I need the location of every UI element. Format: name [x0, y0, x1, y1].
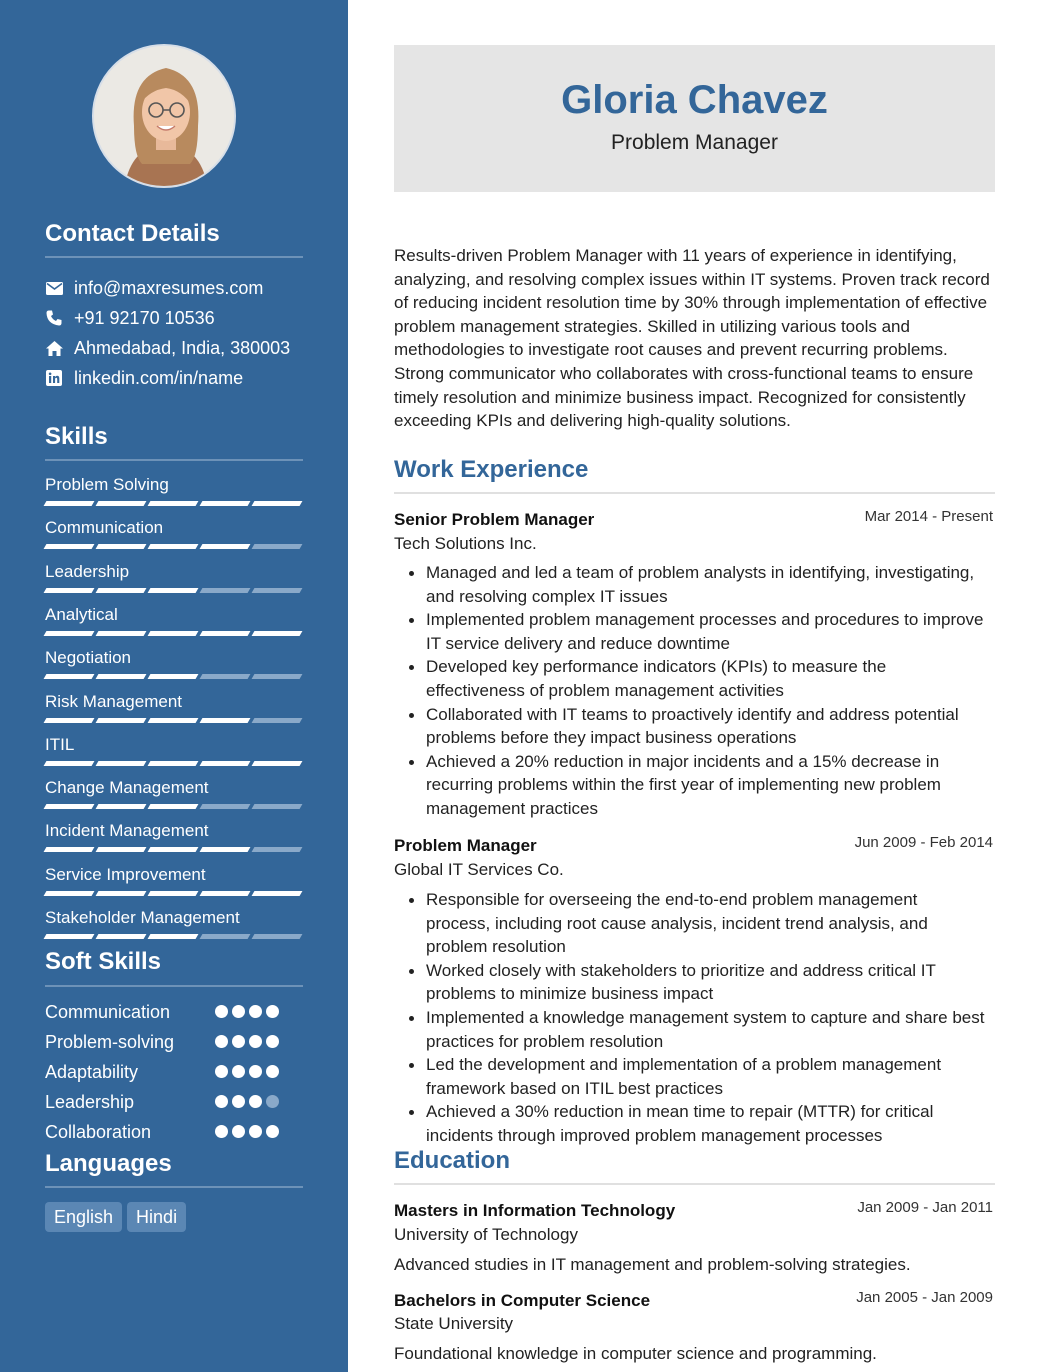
- skill-level-segment: [44, 934, 95, 939]
- contact-email-text: info@maxresumes.com: [74, 277, 264, 298]
- soft-skill-rating: [215, 1125, 279, 1138]
- degree-date: Jan 2005 - Jan 2009: [856, 1289, 993, 1306]
- rating-dot: [232, 1125, 245, 1138]
- skill-level-segment: [44, 631, 95, 636]
- job-date: Jun 2009 - Feb 2014: [854, 834, 993, 851]
- skill-level-segment: [200, 934, 251, 939]
- skill-item: [45, 561, 303, 583]
- skill-level-segment: [44, 761, 95, 766]
- skill-level-bar: [45, 588, 301, 593]
- skill-level-segment: [148, 891, 199, 896]
- skill-level-bar: [45, 847, 301, 852]
- language-tag: Hindi: [127, 1202, 186, 1232]
- soft-skill-rating: [215, 1065, 279, 1078]
- skill-level-bar: [45, 934, 301, 939]
- job-title: Senior Problem Manager: [394, 510, 595, 529]
- skill-item: [45, 517, 303, 539]
- job-bullet: Collaborated with IT teams to proactively identify and address potential problems before they impact business operations: [426, 703, 986, 750]
- skill-level-segment: [96, 674, 147, 679]
- job-company: Global IT Services Co.: [394, 860, 564, 879]
- soft-skill-name: Leadership: [45, 1092, 135, 1112]
- soft-skills-divider: [45, 985, 303, 987]
- skill-name: Leadership: [45, 561, 130, 581]
- job-bullet: Implemented a knowledge management system to capture and share best practices for problem resolution: [426, 1006, 986, 1053]
- soft-skill-name: Collaboration: [45, 1122, 152, 1142]
- rating-dot: [232, 1065, 245, 1078]
- skill-level-segment: [200, 761, 251, 766]
- skill-level-segment: [96, 847, 147, 852]
- rating-dot: [249, 1065, 262, 1078]
- contact-heading: Contact Details: [45, 220, 220, 247]
- skill-name: Communication: [45, 518, 164, 538]
- skill-level-segment: [200, 674, 251, 679]
- rating-dot: [215, 1035, 228, 1048]
- skill-level-bar: [45, 804, 301, 809]
- skill-level-segment: [148, 847, 199, 852]
- skill-level-segment: [96, 761, 147, 766]
- rating-dot: [266, 1005, 279, 1018]
- degree-description: Advanced studies in IT management and problem-solving strategies.: [394, 1255, 911, 1274]
- skill-level-segment: [200, 804, 251, 809]
- skill-level-segment: [44, 501, 95, 506]
- work-divider: [394, 492, 995, 494]
- soft-skill-name: Adaptability: [45, 1062, 139, 1082]
- skill-level-bar: [45, 674, 301, 679]
- job-bullet: Achieved a 20% reduction in major incidents and a 15% decrease in recurring problems within the first year of implementing new problem management practices: [426, 750, 986, 821]
- skill-level-bar: [45, 501, 301, 506]
- job-bullet: Worked closely with stakeholders to prioritize and address critical IT problems to minimize business impact: [426, 959, 986, 1006]
- skill-level-bar: [45, 718, 301, 723]
- soft-skill-item: [45, 1091, 295, 1113]
- skill-level-segment: [200, 631, 251, 636]
- skill-level-segment: [148, 674, 199, 679]
- degree-title: Bachelors in Computer Science: [394, 1291, 651, 1310]
- contact-email[interactable]: [45, 276, 263, 300]
- header: [394, 45, 995, 192]
- school-name: State University: [394, 1314, 514, 1333]
- contact-linkedin[interactable]: [45, 366, 243, 390]
- skill-level-segment: [252, 674, 303, 679]
- rating-dot: [215, 1095, 228, 1108]
- education-divider: [394, 1183, 995, 1185]
- skill-level-segment: [96, 891, 147, 896]
- skill-item: [45, 691, 303, 713]
- skill-level-segment: [252, 847, 303, 852]
- skill-level-segment: [96, 501, 147, 506]
- soft-skill-name: Communication: [45, 1002, 171, 1022]
- skill-level-segment: [252, 761, 303, 766]
- skill-level-segment: [44, 847, 95, 852]
- skill-level-segment: [148, 501, 199, 506]
- skill-level-segment: [96, 934, 147, 939]
- soft-skill-rating: [215, 1005, 279, 1018]
- skill-level-segment: [96, 588, 147, 593]
- skill-level-segment: [96, 804, 147, 809]
- rating-dot: [266, 1065, 279, 1078]
- skill-level-segment: [44, 544, 95, 549]
- skill-level-segment: [252, 718, 303, 723]
- skill-level-segment: [252, 588, 303, 593]
- job-company: Tech Solutions Inc.: [394, 534, 537, 553]
- avatar: [92, 44, 236, 188]
- skill-level-segment: [96, 631, 147, 636]
- contact-divider: [45, 256, 303, 258]
- rating-dot: [249, 1095, 262, 1108]
- skill-item: [45, 864, 303, 886]
- rating-dot: [249, 1035, 262, 1048]
- skill-level-bar: [45, 544, 301, 549]
- skill-level-segment: [148, 804, 199, 809]
- skill-item: [45, 604, 303, 626]
- rating-dot: [266, 1035, 279, 1048]
- skill-level-segment: [44, 804, 95, 809]
- degree-description: Foundational knowledge in computer science and programming.: [394, 1344, 877, 1363]
- skill-item: [45, 820, 303, 842]
- rating-dot: [215, 1005, 228, 1018]
- degree-date: Jan 2009 - Jan 2011: [857, 1199, 993, 1216]
- skill-item: [45, 647, 303, 669]
- skill-item: [45, 777, 303, 799]
- soft-skill-rating: [215, 1035, 279, 1048]
- language-tag: English: [45, 1202, 122, 1232]
- work-heading: Work Experience: [394, 456, 589, 483]
- job-bullet: Implemented problem management processes and procedures to improve IT service delivery and reduce downtime: [426, 608, 986, 655]
- skill-level-segment: [200, 891, 251, 896]
- job-bullets: [426, 888, 986, 1148]
- skill-name: ITIL: [45, 734, 75, 754]
- contact-linkedin-text: linkedin.com/in/name: [74, 367, 244, 388]
- skill-level-segment: [200, 588, 251, 593]
- skill-name: Analytical: [45, 604, 118, 624]
- skill-level-segment: [96, 544, 147, 549]
- phone-icon: [45, 309, 63, 327]
- skill-level-segment: [96, 718, 147, 723]
- rating-dot: [215, 1125, 228, 1138]
- soft-skill-item: [45, 1061, 295, 1083]
- contact-location: [45, 336, 290, 360]
- job-date: Mar 2014 - Present: [864, 508, 993, 525]
- contact-location-text: Ahmedabad, India, 380003: [74, 337, 291, 358]
- skill-name: Change Management: [45, 778, 209, 798]
- skill-name: Risk Management: [45, 691, 183, 711]
- skill-item: [45, 734, 303, 756]
- skill-level-segment: [148, 718, 199, 723]
- rating-dot: [266, 1125, 279, 1138]
- degree-title: Masters in Information Technology: [394, 1201, 676, 1220]
- skill-level-segment: [148, 544, 199, 549]
- soft-skill-item: [45, 1001, 295, 1023]
- job-bullets: [426, 561, 986, 821]
- skill-level-segment: [44, 674, 95, 679]
- skill-level-segment: [252, 934, 303, 939]
- skill-level-bar: [45, 631, 301, 636]
- skill-level-segment: [252, 631, 303, 636]
- skill-level-segment: [200, 501, 251, 506]
- skill-level-segment: [200, 544, 251, 549]
- job-bullet: Developed key performance indicators (KPIs) to measure the effectiveness of problem management activities: [426, 655, 986, 702]
- languages-heading: Languages: [45, 1150, 172, 1177]
- skill-level-segment: [148, 588, 199, 593]
- sidebar: [0, 0, 348, 1372]
- summary: Results-driven Problem Manager with 11 years of experience in identifying, analyzing, and resolving complex issues within IT systems. Proven track record of reducing incident resolution time by 30% through implementation of effective problem management strategies. Skilled in utilizing various tools and methodologies to investigate root causes and prevent recurring problems. Strong communicator who collaborates with cross-functional teams to ensure timely resolution and minimize business impact. Recognized for consistently exceeding KPIs and delivering high-quality solutions.: [394, 246, 990, 431]
- rating-dot: [232, 1005, 245, 1018]
- rating-dot: [249, 1005, 262, 1018]
- skills-divider: [45, 459, 303, 461]
- rating-dot: [266, 1095, 279, 1108]
- languages-list: [45, 1202, 186, 1232]
- skill-item: [45, 474, 303, 496]
- skills-heading: Skills: [45, 423, 108, 450]
- rating-dot: [249, 1125, 262, 1138]
- skill-level-segment: [44, 718, 95, 723]
- skill-level-segment: [44, 588, 95, 593]
- job-title: Problem Manager: [394, 836, 537, 855]
- skill-level-segment: [148, 934, 199, 939]
- skill-level-segment: [148, 761, 199, 766]
- contact-phone[interactable]: [45, 306, 215, 330]
- languages-divider: [45, 1186, 303, 1188]
- skill-level-segment: [252, 891, 303, 896]
- skill-name: Stakeholder Management: [45, 908, 240, 927]
- soft-skills-heading: Soft Skills: [45, 948, 162, 975]
- skill-level-segment: [200, 847, 251, 852]
- skill-level-segment: [148, 631, 199, 636]
- email-icon: [45, 279, 63, 297]
- soft-skill-item: [45, 1031, 295, 1053]
- linkedin-icon: [45, 369, 63, 387]
- soft-skill-name: Problem-solving: [45, 1032, 175, 1052]
- skill-level-segment: [44, 891, 95, 896]
- school-name: University of Technology: [394, 1225, 578, 1244]
- rating-dot: [215, 1065, 228, 1078]
- person-name: Gloria Chavez: [561, 78, 828, 122]
- person-role: Problem Manager: [611, 131, 778, 154]
- avatar-portrait: [94, 46, 236, 188]
- soft-skill-item: [45, 1121, 295, 1143]
- skill-level-bar: [45, 891, 301, 896]
- skill-level-segment: [252, 544, 303, 549]
- job-bullet: Led the development and implementation of a problem management framework based on ITIL best practices: [426, 1053, 986, 1100]
- education-heading: Education: [394, 1147, 511, 1174]
- skill-name: Negotiation: [45, 648, 132, 668]
- contact-phone-text: +91 92170 10536: [74, 307, 215, 328]
- job-bullet: Achieved a 30% reduction in mean time to repair (MTTR) for critical incidents through improved problem management processes: [426, 1100, 986, 1147]
- home-icon: [45, 339, 63, 357]
- skill-item: [45, 907, 303, 929]
- rating-dot: [232, 1035, 245, 1048]
- job-bullet: Responsible for overseeing the end-to-end problem management process, including root cause analysis, incident trend analysis, and problem resolution: [426, 888, 986, 959]
- skill-level-segment: [252, 501, 303, 506]
- job-bullet: Managed and led a team of problem analysts in identifying, investigating, and resolving complex IT issues: [426, 561, 986, 608]
- skill-name: Service Improvement: [45, 864, 206, 884]
- soft-skill-rating: [215, 1095, 279, 1108]
- skill-level-segment: [252, 804, 303, 809]
- rating-dot: [232, 1095, 245, 1108]
- skill-name: Incident Management: [45, 821, 209, 841]
- skill-level-segment: [200, 718, 251, 723]
- skill-level-bar: [45, 761, 301, 766]
- skill-name: Problem Solving: [45, 475, 169, 494]
